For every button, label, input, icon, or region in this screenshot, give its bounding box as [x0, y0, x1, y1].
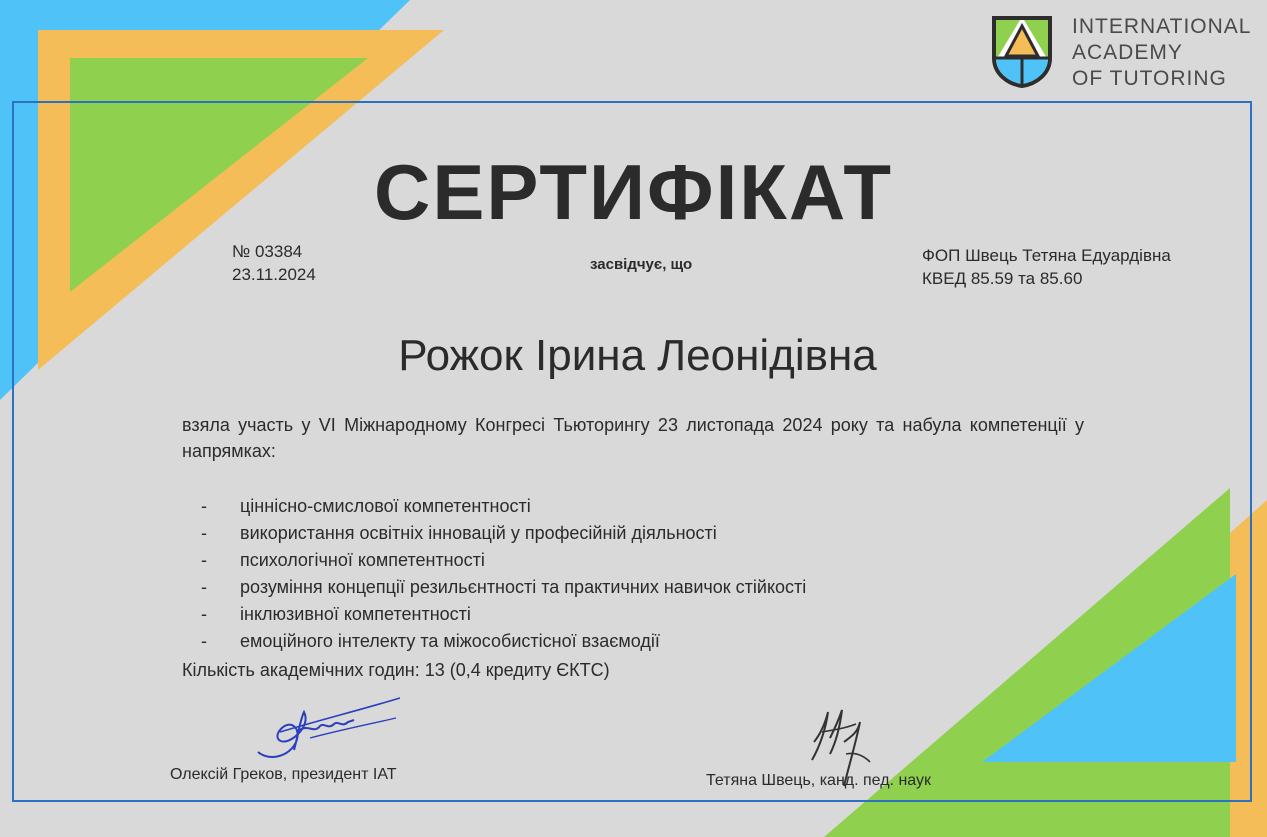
competency-text: ціннісно-смислової компетентності	[240, 496, 531, 516]
academy-name-line-2: ACADEMY	[1072, 41, 1183, 64]
list-marker: -	[201, 604, 207, 624]
certificate-title: СЕРТИФІКАТ	[373, 148, 893, 236]
recipient-name: Рожок Ірина Леонідівна	[398, 331, 877, 380]
participation-statement: взяла участь у VI Міжнародному Конгресі Тьюторингу 23 листопада 2024 року та набула компетенції у напрямках:	[182, 415, 1084, 461]
academy-logo-icon	[990, 14, 1054, 90]
certifies-text: засвідчує, що	[590, 256, 693, 273]
competency-text: використання освітніх інновацій у професійній діяльності	[240, 523, 717, 543]
competency-text: емоційного інтелекту та міжособистісної взаємодії	[240, 631, 660, 651]
academy-name-line-1: INTERNATIONAL	[1072, 15, 1252, 38]
certificate-date: 23.11.2024	[232, 265, 316, 284]
list-marker: -	[201, 577, 207, 597]
list-item	[182, 520, 1062, 547]
signer-2-caption: Тетяна Швець, канд. пед. наук	[706, 772, 931, 789]
competency-text: психологічної компетентності	[240, 550, 485, 570]
academic-hours: Кількість академічних годин: 13 (0,4 кредиту ЄКТС)	[182, 660, 610, 680]
list-item	[182, 547, 1062, 574]
list-item	[182, 628, 1062, 655]
list-marker: -	[201, 550, 207, 570]
issuer-name: ФОП Швець Тетяна Едуардівна	[922, 246, 1171, 265]
signer-1-caption: Олексій Греков, президент ІАТ	[170, 766, 397, 783]
list-marker: -	[201, 631, 207, 651]
list-item	[182, 574, 1062, 601]
competency-text: інклюзивної компетентності	[240, 604, 471, 624]
certificate-meta	[232, 240, 316, 286]
list-item	[182, 601, 1062, 628]
issuer-kved: КВЕД 85.59 та 85.60	[922, 269, 1083, 288]
list-marker: -	[201, 523, 207, 543]
academy-name-line-3: OF TUTORING	[1072, 67, 1227, 90]
certificate-number: № 03384	[232, 242, 303, 261]
academy-name	[1072, 14, 1262, 92]
signature-grekov-icon	[250, 690, 410, 770]
competency-list	[182, 493, 1062, 655]
competency-text: розуміння концепції резильєнтності та практичних навичок стійкості	[240, 577, 807, 597]
list-item	[182, 493, 1062, 520]
issuer-info	[922, 244, 1171, 290]
list-marker: -	[201, 496, 207, 516]
